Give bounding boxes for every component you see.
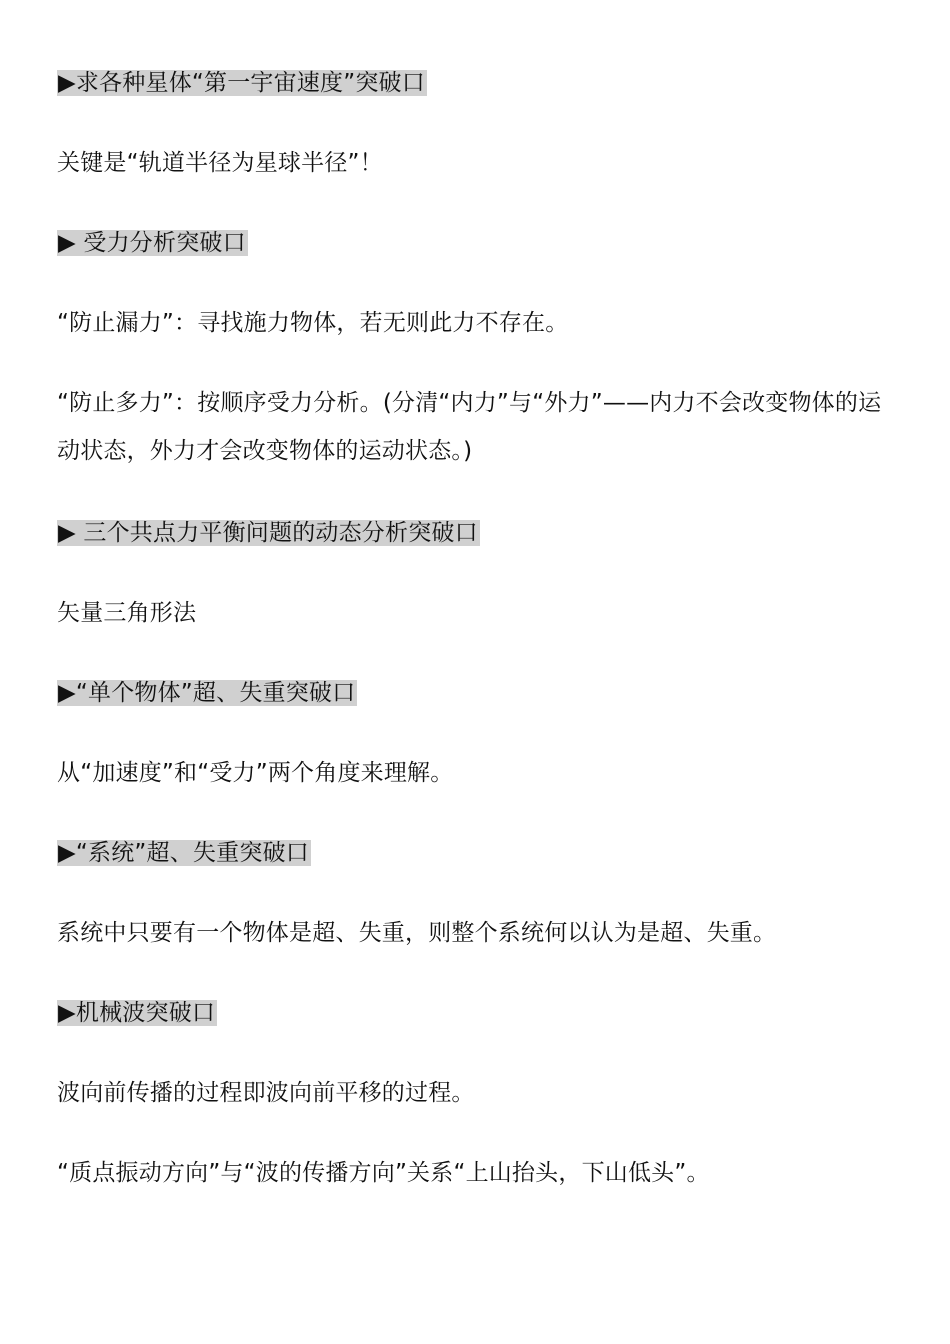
section-6-heading	[57, 997, 217, 1029]
section-3-text: 矢量三角形法	[57, 600, 197, 626]
heading-text: ▶ 三个共点力平衡问题的动态分析突破口	[58, 520, 478, 546]
section-2-text-1: “防止漏力”：寻找施力物体，若无则此力不存在。	[57, 310, 569, 336]
section-5-text: 系统中只要有一个物体是超、失重，则整个系统何以认为是超、失重。	[57, 920, 777, 946]
section-6-text-1: 波向前传播的过程即波向前平移的过程。	[57, 1080, 475, 1106]
section-1-heading	[57, 67, 427, 99]
section-4-text: 从“加速度”和“受力”两个角度来理解。	[57, 760, 454, 786]
section-5-heading	[57, 837, 311, 869]
heading-text: ▶“系统”超、失重突破口	[58, 840, 309, 866]
section-1-text: 关键是“轨道半径为星球半径”！	[57, 150, 383, 176]
section-2-text-2: “防止多力”：按顺序受力分析。(分清“内力”与“外力”——内力不会改变物体的运动状态，外力才会改变物体的运动状态。)	[57, 390, 882, 464]
heading-text: ▶机械波突破口	[58, 1000, 216, 1026]
section-2-heading	[57, 227, 248, 259]
section-4-heading	[57, 677, 357, 709]
heading-text: ▶ 受力分析突破口	[58, 230, 246, 256]
section-6-text-2: “质点振动方向”与“波的传播方向”关系“上山抬头，下山低头”。	[57, 1160, 710, 1186]
section-3-heading	[57, 517, 480, 549]
heading-text: ▶求各种星体“第一宇宙速度”突破口	[58, 70, 425, 96]
heading-text: ▶“单个物体”超、失重突破口	[58, 680, 356, 706]
